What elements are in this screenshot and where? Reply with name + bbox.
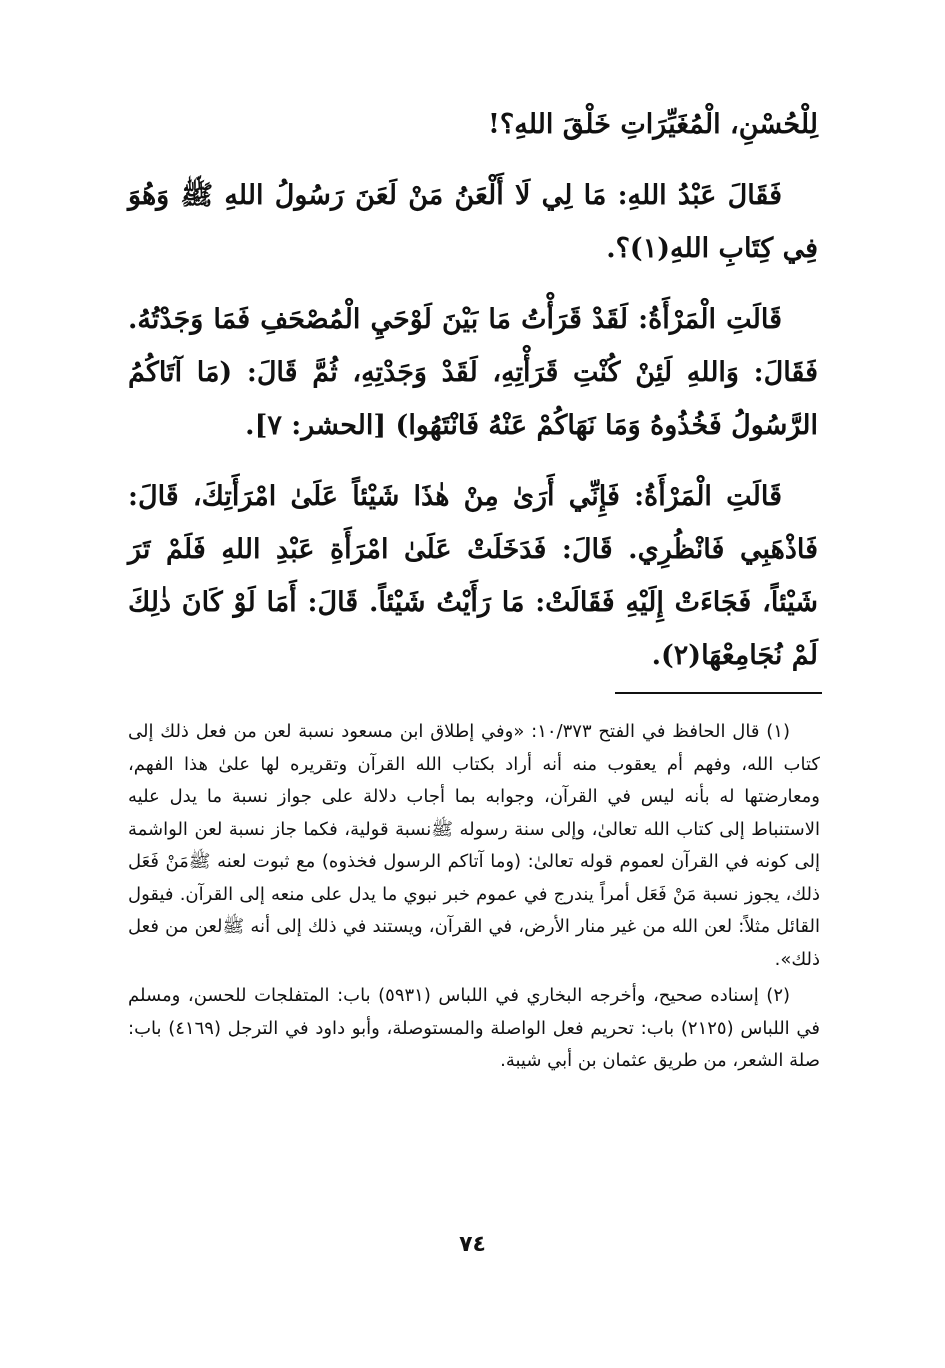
- footnotes: [128, 716, 820, 1078]
- footnote-divider: [615, 692, 822, 694]
- paragraph-3: قَالَتِ الْمَرْأَةُ: لَقَدْ قَرَأْتُ مَا بَيْنَ لَوْحَيِ الْمُصْحَفِ فَمَا وَجَدْتُهُ. فَقَالَ: وَاللهِ لَئِنْ كُنْتِ قَرَأْتِهِ، لَقَدْ وَجَدْتِهِ، ثُمَّ قَالَ: (مَا آتَاكُمُ الرَّسُولُ فَخُذُوهُ وَمَا نَهَاكُمْ عَنْهُ فَانْتَهُوا) [الحشر: ٧].: [128, 304, 818, 441]
- footnote-1: (١) قال الحافظ في الفتح ١٠/٣٧٣: «وفي إطلاق ابن مسعود نسبة لعن من فعل ذلك إلى كتاب الله، وفهم أم يعقوب منه أنه أراد بكتاب الله القرآن وتقريره لها علىٰ هذا الفهم، ومعارضتها له بأنه ليس في القرآن، وجوابه بما أجاب دلالة على جواز نسبة ما يدل عليه الاستنباط إلى كتاب الله تعالىٰ، وإلى سنة رسوله ﷺنسبة قولية، فكما جاز نسبة لعن الواشمة إلى كونه في القرآن لعموم قوله تعالىٰ: (وما آتاكم الرسول فخذوه) مع ثبوت لعنه ﷺمَنْ فَعَل ذلك، يجوز نسبة مَنْ فَعَل أمراً يندرج في عموم خبر نبوي ما يدل على منعه إلى القرآن. فيقول القائل مثلاً: لعن الله من غير منار الأرض، في القرآن، ويستند في ذلك إلى أنه ﷺلعن من فعل ذلك».: [128, 721, 820, 970]
- paragraph-4: قَالَتِ الْمَرْأَةُ: فَإِنِّي أَرَىٰ مِنْ هٰذَا شَيْئاً عَلَىٰ امْرَأَتِكَ، قَالَ: فَاذْهَبِي فَانْظُرِي. قَالَ: فَدَخَلَتْ عَلَىٰ امْرَأَةِ عَبْدِ اللهِ فَلَمْ تَرَ شَيْئاً، فَجَاءَتْ إِلَيْهِ فَقَالَتْ: مَا رَأَيْتُ شَيْئاً. قَالَ: أَمَا لَوْ كَانَ ذٰلِكَ لَمْ نُجَامِعْهَا(٢).: [128, 481, 818, 671]
- paragraph-1: لِلْحُسْنِ، الْمُغَيِّرَاتِ خَلْقَ اللهِ؟!: [488, 109, 818, 140]
- paragraph-2: فَقَالَ عَبْدُ اللهِ: مَا لِي لَا أَلْعَنُ مَنْ لَعَنَ رَسُولُ اللهِ ﷺ وَهُوَ فِي كِتَابِ اللهِ(١)؟.: [128, 180, 818, 264]
- main-text: [128, 98, 818, 682]
- page-number: ٧٤: [459, 1232, 486, 1257]
- footnote-2: (٢) إسناده صحيح، وأخرجه البخاري في اللباس (٥٩٣١) باب: المتفلجات للحسن، ومسلم في اللباس (٢١٢٥) باب: تحريم فعل الواصلة والمستوصلة، وأبو داود في الترجل (٤١٦٩) باب: صلة الشعر، من طريق عثمان بن أبي شيبة.: [128, 985, 821, 1071]
